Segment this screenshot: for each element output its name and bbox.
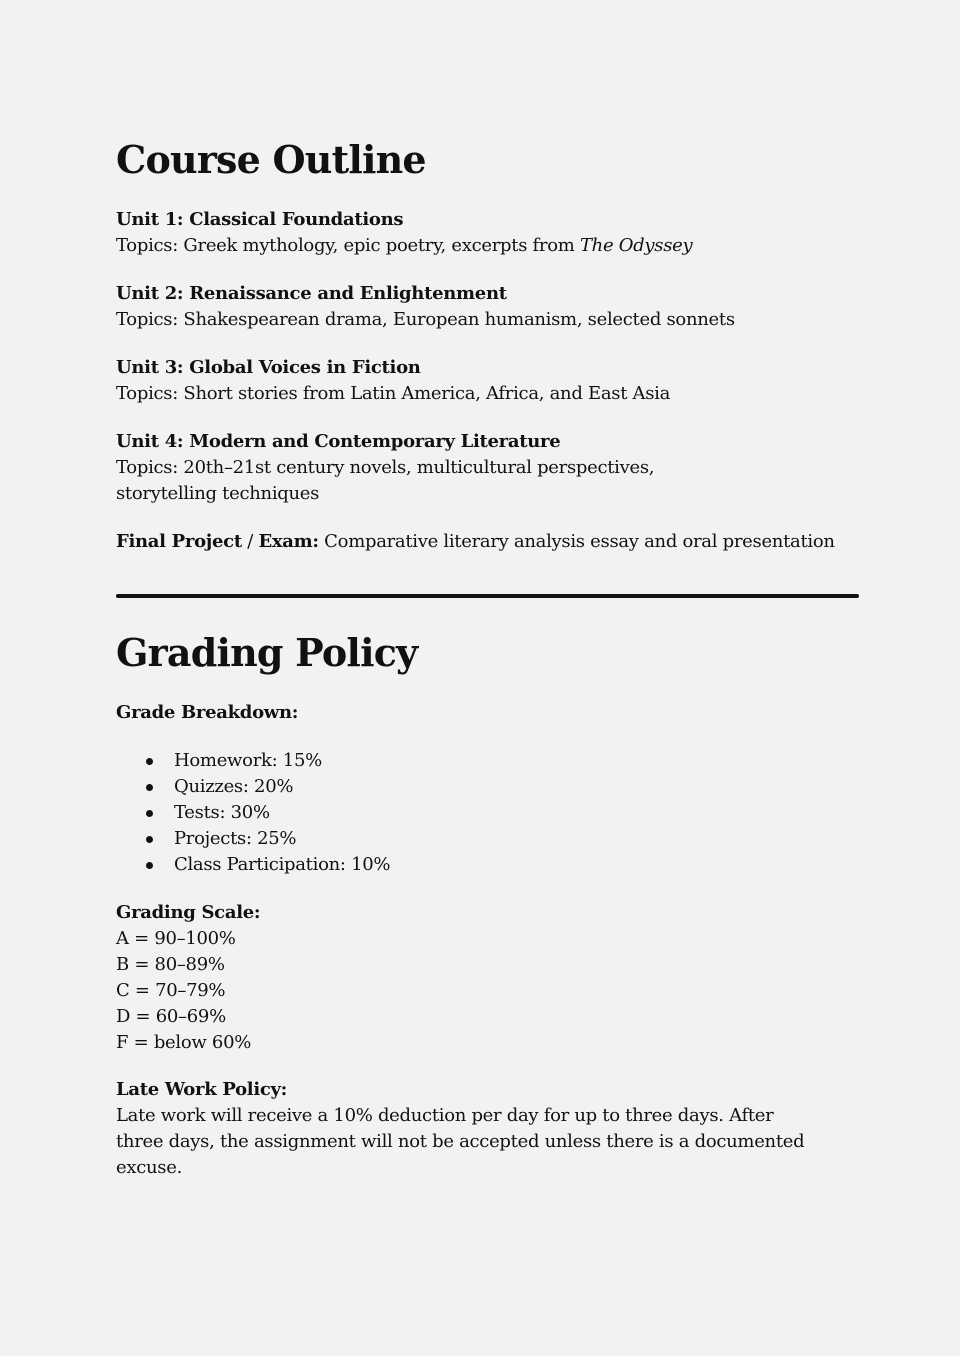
- unit-4-title: Unit 4: Modern and Contemporary Literature: [116, 431, 561, 452]
- grading-scale-label: Grading Scale:: [116, 902, 261, 923]
- unit-1-topics-text: Topics: Greek mythology, epic poetry, excerpts from: [116, 235, 580, 256]
- unit-3-title: Unit 3: Global Voices in Fiction: [116, 357, 421, 378]
- unit-3-topics: Topics: Short stories from Latin America, Africa, and East Asia: [116, 383, 671, 404]
- unit-4: [116, 429, 756, 507]
- scale-row: B = 80–89%: [116, 954, 225, 975]
- list-item: [116, 800, 860, 826]
- grading-policy-heading: Grading Policy: [116, 630, 418, 675]
- list-item-text: Homework: 15%: [174, 750, 322, 771]
- late-work-text: Late work will receive a 10% deduction per day for up to three days. After three days, the assignment will not be accepted unless there is a documented excuse.: [116, 1105, 805, 1178]
- scale-row: C = 70–79%: [116, 980, 226, 1001]
- bullet-icon: [146, 862, 153, 869]
- final-description: Comparative literary analysis essay and oral presentation: [318, 531, 835, 552]
- list-item-text: Tests: 30%: [174, 802, 270, 823]
- unit-1-topics: [116, 233, 860, 259]
- list-item: [116, 852, 860, 878]
- scale-row: A = 90–100%: [116, 928, 236, 949]
- final-separator: /: [241, 531, 259, 552]
- bullet-icon: [146, 758, 153, 765]
- scale-row: F = below 60%: [116, 1032, 252, 1053]
- list-item-text: Class Participation: 10%: [174, 854, 391, 875]
- scale-row: D = 60–69%: [116, 1006, 226, 1027]
- unit-1-title: Unit 1: Classical Foundations: [116, 209, 404, 230]
- final-label-exam: Exam:: [258, 531, 319, 552]
- unit-2: [116, 281, 860, 333]
- grading-scale: [116, 900, 860, 1056]
- late-work-policy: [116, 1077, 816, 1181]
- final-project: [116, 529, 860, 555]
- bullet-icon: [146, 836, 153, 843]
- list-item: [116, 826, 860, 852]
- course-outline-heading: Course Outline: [116, 137, 426, 182]
- late-work-label: Late Work Policy:: [116, 1079, 288, 1100]
- section-divider: [116, 594, 859, 598]
- grade-breakdown: [116, 748, 860, 878]
- grade-breakdown-list: [116, 748, 860, 878]
- final-label-project: Final Project: [116, 531, 242, 552]
- list-item: [116, 774, 860, 800]
- unit-4-topics: Topics: 20th–21st century novels, multicultural perspectives, storytelling techniques: [116, 457, 655, 504]
- bullet-icon: [146, 810, 153, 817]
- bullet-icon: [146, 784, 153, 791]
- unit-1-topics-title: The Odyssey: [579, 235, 693, 256]
- grade-breakdown-label: [116, 700, 860, 726]
- list-item: [116, 748, 860, 774]
- grade-breakdown-label-text: Grade Breakdown:: [116, 702, 299, 723]
- unit-1: [116, 207, 860, 259]
- unit-3: [116, 355, 860, 407]
- list-item-text: Quizzes: 20%: [174, 776, 294, 797]
- list-item-text: Projects: 25%: [174, 828, 297, 849]
- unit-2-topics: Topics: Shakespearean drama, European humanism, selected sonnets: [116, 309, 735, 330]
- unit-2-title: Unit 2: Renaissance and Enlightenment: [116, 283, 507, 304]
